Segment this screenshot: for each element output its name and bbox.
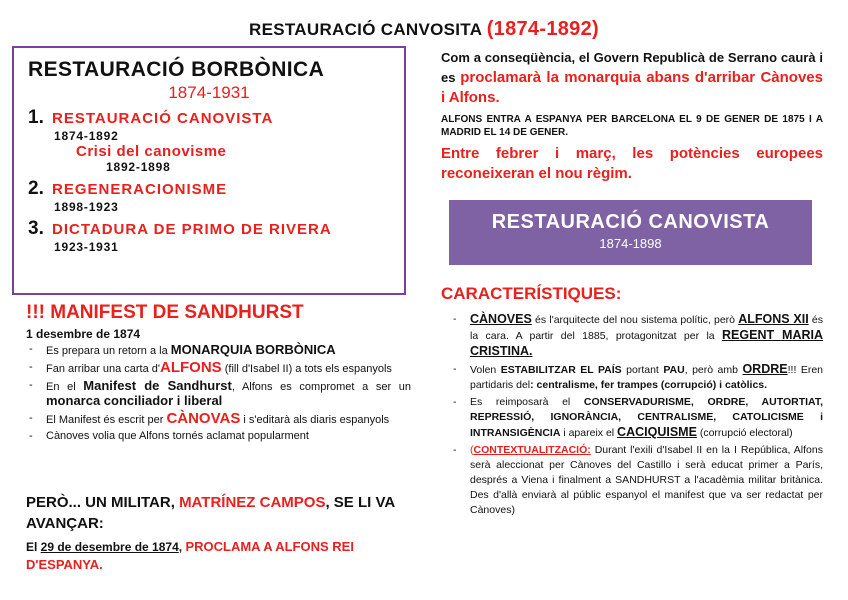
periods-box-title: RESTAURACIÓ BORBÒNICA: [28, 58, 325, 81]
period-name: RESTAURACIÓ CANOVISTA: [52, 110, 274, 127]
proclamation-text: El 29 de desembre de 1874, PROCLAMA A ALFONS REI D'ESPANYA.: [26, 539, 354, 572]
period-number: 1.: [28, 107, 44, 128]
list-item: - El Manifest és escrit per CÀNOVAS i s'editarà als diaris espanyols: [26, 412, 411, 427]
period-date: 1898-1923: [54, 200, 119, 214]
period-1: [28, 107, 390, 174]
list-item: - (CONTEXTUALITZACIÓ: Durant l'exili d'Isabel II en la I República, Alfons serà aleccionat per Cànoves del Castillo i serà educat primer a París, després a Viena i finalment a SANDHURST a l'acadèmia militar britànica. Des d'allà enviarà al públic espanyol el manifest que va ser redactat per Cànoves): [450, 443, 823, 518]
consequences-section: [441, 48, 823, 184]
period-name: DICTADURA DE PRIMO DE RIVERA: [52, 221, 332, 238]
period-2: [28, 178, 390, 214]
period-3: [28, 218, 390, 254]
subperiod-name: Crisi del canovisme: [76, 143, 227, 160]
manifest-title: !!! MANIFEST DE SANDHURST: [26, 302, 304, 323]
period-date: 1874-1892: [54, 129, 119, 143]
banner-range: 1874-1898: [599, 236, 662, 251]
periods-box: [12, 46, 406, 295]
characteristics-list: [450, 312, 823, 518]
characteristics-title: CARACTERÍSTIQUES:: [441, 284, 622, 303]
entry-paragraph: ALFONS ENTRA A ESPANYA PER BARCELONA EL 9 DE GENER DE 1875 I A MADRID EL 14 DE GENER.: [441, 114, 823, 138]
manifest-list: [26, 343, 411, 443]
restoration-banner: [449, 200, 812, 265]
period-name: REGENERACIONISME: [52, 181, 228, 198]
title-text: RESTAURACIÓ CANVOSITA: [249, 20, 482, 39]
period-number: 3.: [28, 218, 44, 239]
manifest-date: 1 desembre de 1874: [26, 327, 141, 341]
military-heading: PERÒ... UN MILITAR, MATRÍNEZ CAMPOS, SE LI VA AVANÇAR:: [26, 494, 395, 532]
consequence-paragraph: Com a conseqüència, el Govern Republicà de Serrano caurà i es proclamarà la monarquia abans d'arribar Cànoves i Alfons.: [441, 50, 823, 106]
period-number: 2.: [28, 178, 44, 199]
period-date: 1923-1931: [54, 240, 119, 254]
list-item: - Cànoves volia que Alfons tornés aclamat popularment: [26, 430, 411, 443]
periods-box-range: 1874-1931: [168, 83, 250, 102]
recognition-paragraph: Entre febrer i març, les potències europees reconeixeran el nou règim.: [441, 145, 823, 182]
list-item: - Es prepara un retorn a la MONARQUIA BORBÒNICA: [26, 343, 411, 358]
banner-title: RESTAURACIÓ CANOVISTA: [491, 211, 770, 233]
page-title: [0, 18, 848, 41]
manifest-section: [26, 302, 411, 446]
characteristics-section: [450, 310, 823, 520]
title-range: (1874-1892): [486, 18, 599, 40]
list-item: - En el Manifest de Sandhurst, Alfons es compromet a ser un monarca conciliador i liberal: [26, 379, 411, 409]
list-item: - Es reimposarà el CONSERVADURISME, ORDRE, AUTORTIAT, REPRESSIÓ, IGNORÀNCIA, CENTRALISME, CATOLICISME i INTRANSIGÈNCIA i apareix el CACIQUISME (corrupció electoral): [450, 395, 823, 441]
list-item: - CÀNOVES és l'arquitecte del nou sistema polític, però ALFONS XII és la cara. A partir del 1885, protagonitzat per la REGENT MARIA CRISTINA.: [450, 312, 823, 360]
list-item: - Fan arribar una carta d'ALFONS (fill d'Isabel II) a tots els espanyols: [26, 361, 411, 376]
subperiod-date: 1892-1898: [106, 160, 171, 174]
list-item: - Volen ESTABILITZAR EL PAÍS portant PAU, però amb ORDRE!!! Eren partidaris del: centralisme, fer trampes (corrupció) i catòlics.: [450, 362, 823, 393]
